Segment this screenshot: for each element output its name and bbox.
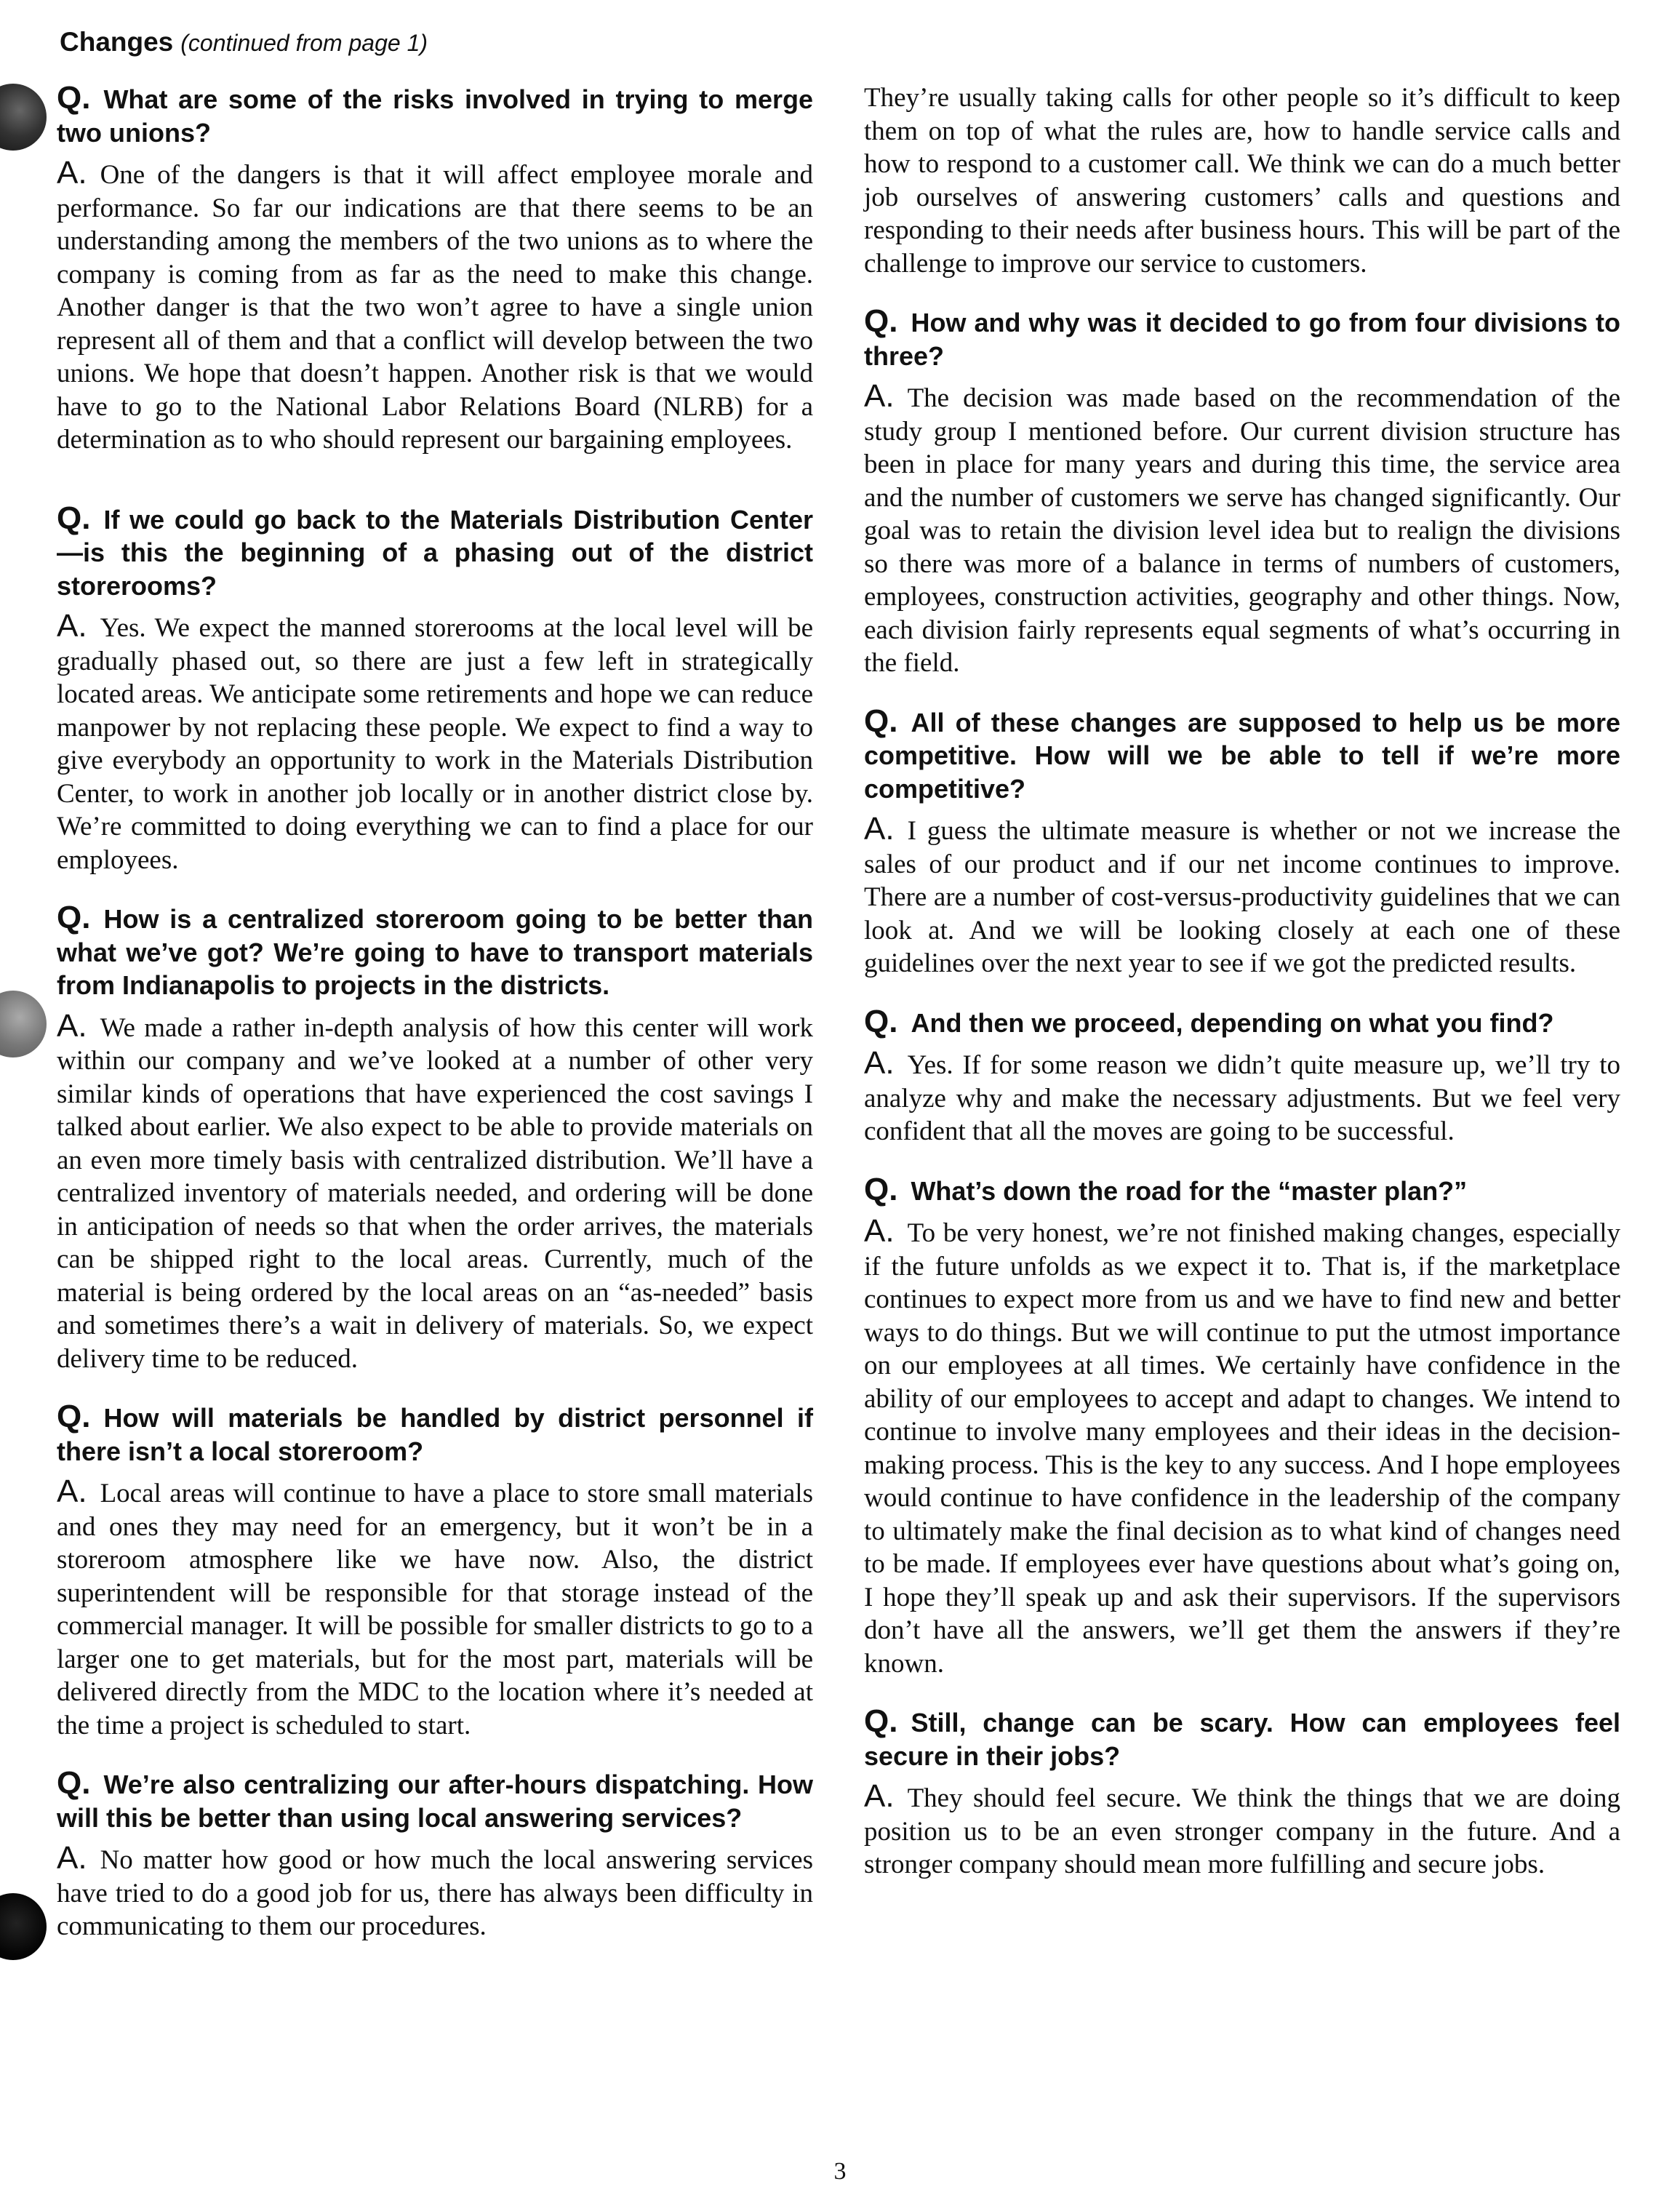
a-marker: A. bbox=[57, 1007, 87, 1044]
question: Q. How is a centralized storeroom going to be better than what we’ve got? We’re going to have to transport materials from Indianapolis to projects in the districts. bbox=[57, 900, 813, 1000]
qa-item bbox=[57, 901, 813, 1375]
qa-item bbox=[864, 1173, 1620, 1681]
q-marker: Q. bbox=[57, 80, 91, 116]
question: Q. Still, change can be scary. How can employees feel secure in their jobs? bbox=[864, 1703, 1620, 1771]
qa-item bbox=[57, 81, 813, 457]
answer: A. We made a rather in-depth analysis of how this center will work within our company and we’ve looked at a number of other very similar kinds of operations that have experienced the cost savings I talked about earlier. We also expect to be able to provide materials on an even more timely basis with centralized distribution. We’ll have a centralized inventory of materials needed, and ordering will be done in anticipation of needs so that when the order arrives, the materials can be shipped right to the local areas. Currently, much of the material is being ordered by the local areas on an “as-needed” basis and sometimes there’s a wait in delivery of materials. So, we expect delivery time to be reduced. bbox=[57, 1007, 813, 1374]
answer: A. One of the dangers is that it will affect employee morale and performance. So far our indications are that there seems to be an understanding among the members of the two unions as to where the company is coming from as far as the need to make this change. Another danger is that the two won’t agree to have a single union represent all of them and that a conflict will develop between the two unions. We hope that doesn’t happen. Another risk is that we would have to go to the National Labor Relations Board (NLRB) for a determination as to who should represent our bargaining employees. bbox=[57, 155, 813, 455]
a-marker: A. bbox=[57, 1840, 87, 1876]
question: Q. What are some of the risks involved in trying to merge two unions? bbox=[57, 80, 813, 148]
answer: A. I guess the ultimate measure is whether or not we increase the sales of our product and if our net income continues to improve. There are a number of cost-versus-productivity guidelines that we can look at. And we will be looking closely at each one of these guidelines over the next year to see if we got the predicted results. bbox=[864, 811, 1620, 978]
binder-hole-top bbox=[0, 84, 47, 151]
answer: A. Yes. If for some reason we didn’t quite measure up, we’ll try to analyze why and make the necessary adjustments. But we feel very confident that all the moves are going to be successful. bbox=[864, 1045, 1620, 1146]
a-marker: A. bbox=[57, 1474, 87, 1509]
answer: A. Yes. We expect the manned storerooms at the local level will be gradually phased out, so there are just a few left in strategically located areas. We anticipate some retirements and hope we can reduce manpower by not replacing these people. We expect to find a way to give everybody an opportunity to work in the Materials Distribution Center, to work in another job locally or in another district close by. We’re committed to doing everything we can to find a place for our employees. bbox=[57, 608, 813, 875]
a-marker: A. bbox=[57, 155, 87, 191]
q-marker: Q. bbox=[864, 303, 898, 339]
page-header bbox=[60, 25, 428, 60]
q-marker: Q. bbox=[864, 1703, 898, 1739]
question: Q. And then we proceed, depending on what you find? bbox=[864, 1003, 1554, 1039]
a-marker: A. bbox=[57, 608, 87, 644]
qa-item bbox=[57, 1767, 813, 1943]
q-marker: Q. bbox=[57, 900, 91, 935]
q-marker: Q. bbox=[864, 703, 898, 739]
a-marker: A. bbox=[864, 1778, 895, 1814]
page-number: 3 bbox=[833, 2158, 847, 2185]
answer: A. The decision was made based on the recommendation of the study group I mentioned before. Our current division structure has been in place for many years and during this time, the service area and the number of customers we serve has changed significantly. Our goal was to retain the division level idea but to realign the divisions so there was more of a balance in terms of numbers of customers, employees, construction activities, geography and other things. Now, each division fairly represents equal segments of what’s occurring in the field. bbox=[864, 378, 1620, 678]
qa-item bbox=[864, 1005, 1620, 1148]
qa-item bbox=[864, 705, 1620, 980]
a-marker: A. bbox=[864, 1045, 895, 1081]
binder-hole-middle bbox=[0, 991, 47, 1057]
qa-item bbox=[57, 502, 813, 877]
question: Q. All of these changes are supposed to help us be more competitive. How will we be able to tell if we’re more competitive? bbox=[864, 703, 1620, 804]
a-marker: A. bbox=[864, 811, 895, 847]
q-marker: Q. bbox=[864, 1003, 898, 1039]
q-marker: Q. bbox=[57, 1765, 91, 1801]
answer: A. No matter how good or how much the local answering services have tried to do a good job for us, there has always been difficulty in communicating to them our procedures. bbox=[57, 1840, 813, 1941]
qa-item bbox=[864, 305, 1620, 680]
q-marker: Q. bbox=[57, 500, 91, 536]
q-marker: Q. bbox=[864, 1171, 898, 1207]
answer: A. They should feel secure. We think the things that we are doing position us to be an even stronger company in the future. And a stronger company should mean more fulfilling and secure jobs. bbox=[864, 1778, 1620, 1879]
question: Q. We’re also centralizing our after-hours dispatching. How will this be better than using local answering services? bbox=[57, 1765, 813, 1833]
binder-hole-bottom bbox=[0, 1893, 47, 1960]
q-marker: Q. bbox=[57, 1399, 91, 1434]
answer: A. Local areas will continue to have a place to store small materials and ones they may need for an emergency, but it won’t be in a storeroom atmosphere like we have now. Also, the district superintendent will be responsible for that storage instead of the commercial manager. It will be possible for smaller districts to go to a larger one to get materials, but for the most part, materials will be delivered directly from the MDC to the location where it’s needed at the time a project is scheduled to start. bbox=[57, 1474, 813, 1740]
a-marker: A. bbox=[864, 1213, 895, 1249]
answer: A. To be very honest, we’re not finished making changes, especially if the future unfolds as we expect it to. That is, if the marketplace continues to expect more from us and we have to find new and better ways to do things. But we will continue to put the utmost importance on our employees at all times. We certainly have confidence in the ability of our employees to accept and adapt to changes. We intend to continue to involve many employees and their ideas in the decision-making process. This is the key to any success. And I hope employees would continue to have confidence in the leadership of the company to ultimately make the final decision as to what kind of changes need to be made. If employees ever have questions about what’s going on, I hope they’ll speak up and ask their supervisors. If the supervisors don’t have all the answers, we’ll get them the answers if they’re known. bbox=[864, 1213, 1620, 1679]
answer-continuation: They’re usually taking calls for other people so it’s difficult to keep them on top of what the rules are, how to handle service calls and how to respond to a customer call. We think we can do a much better job ourselves of answering customers’ calls and questions and responding to their needs after business hours. This will be part of the challenge to improve our service to customers. bbox=[864, 83, 1620, 279]
question: Q. How will materials be handled by district personnel if there isn’t a local storeroom? bbox=[57, 1399, 813, 1466]
a-marker: A. bbox=[864, 378, 895, 414]
question: Q. What’s down the road for the “master plan?” bbox=[864, 1171, 1468, 1207]
right-column bbox=[864, 81, 1620, 1906]
header-subtitle: (continued from page 1) bbox=[180, 30, 428, 56]
qa-item bbox=[864, 1705, 1620, 1882]
question: Q. How and why was it decided to go from four divisions to three? bbox=[864, 303, 1620, 371]
question: Q. If we could go back to the Materials Distribution Center—is this the beginning of a phasing out of the district storerooms? bbox=[57, 500, 813, 601]
qa-item bbox=[57, 1400, 813, 1742]
header-title: Changes bbox=[60, 27, 174, 57]
left-column bbox=[57, 81, 813, 1968]
